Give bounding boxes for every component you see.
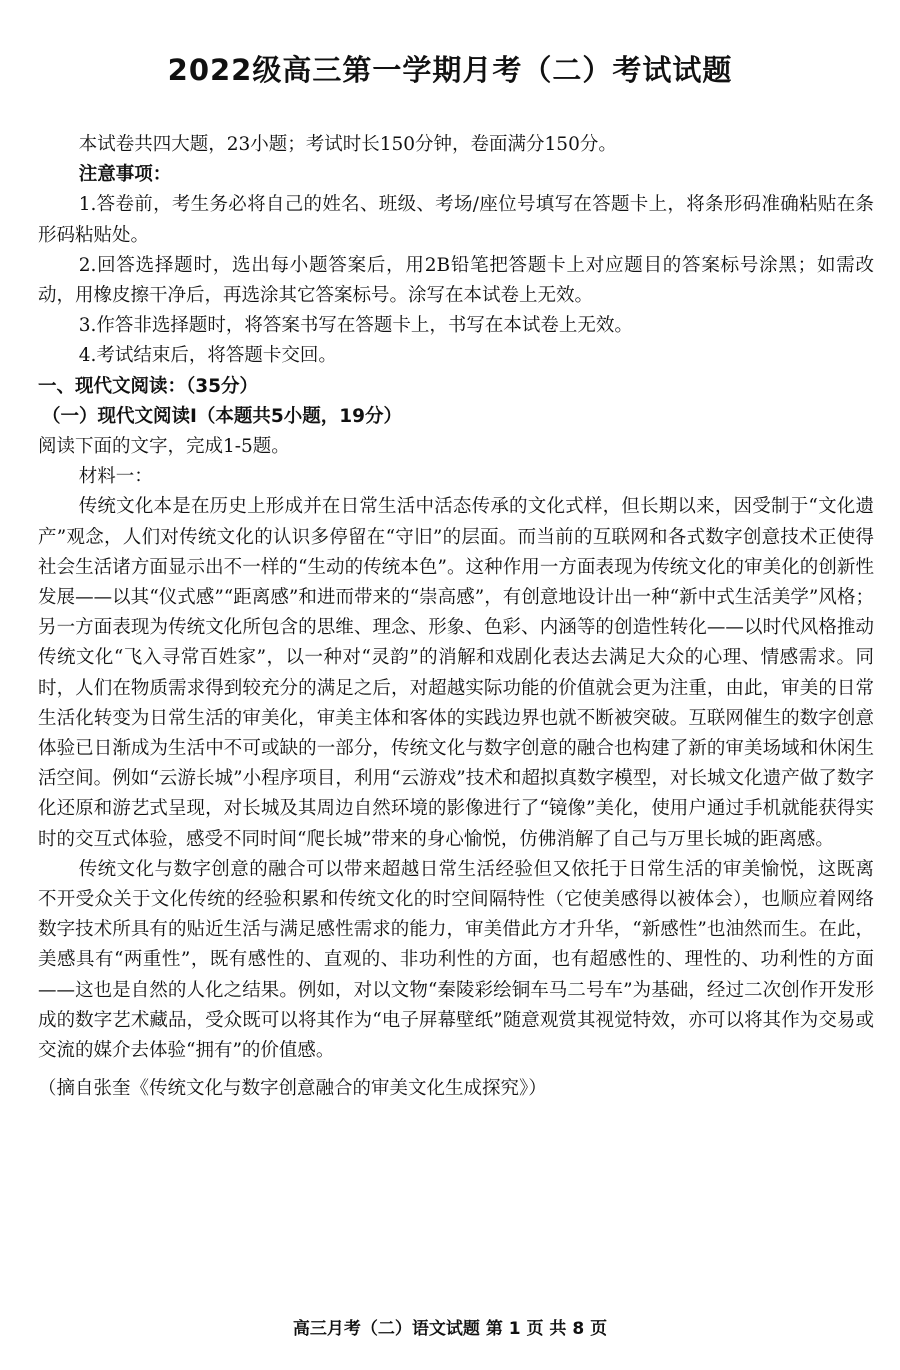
reading-instruction: 阅读下面的文字，完成1-5题。 xyxy=(38,436,290,458)
subsection-heading: （一）现代文阅读Ⅰ（本题共5小题，19分） xyxy=(42,405,403,427)
notice-item-1: 1.答卷前，考生务必将自己的姓名、班级、考场/座位号填写在答题卡上，将条形码准确粘贴在条形码粘贴处。 xyxy=(38,194,874,246)
exam-title: 2022级高三第一学期月考（二）考试试题 xyxy=(167,53,733,87)
notice-item-4: 4.考试结束后，将答题卡交回。 xyxy=(78,345,337,367)
material-paragraph-2: 传统文化与数字创意的融合可以带来超越日常生活经验但又依托于日常生活的审美愉悦，这既离不开受众关于文化传统的经验积累和传统文化的时空间隔特性（它使美感得以被体会），也顺应着网络数字技术所具有的贴近生活与满足感性需求的能力，审美借此方才升华，“新感性”也油然而生。在此，美感具有“两重性”，既有感性的、直观的、非功利性的方面，也有超感性的、理性的、功利性的方面——这也是自然的人化之结果。例如，对以文物“秦陵彩绘铜车马二号车”为基础，经过二次创作开发形成的数字艺术藏品，受众既可以将其作为“电子屏幕壁纸”随意观赏其视觉特效，亦可以将其作为交易或交流的媒介去体验“拥有”的价值感。 xyxy=(38,858,874,1062)
notice-item-2: 2.回答选择题时，选出每小题答案后，用2B铅笔把答题卡上对应题目的答案标号涂黑；如需改动，用橡皮擦干净后，再选涂其它答案标号。涂写在本试卷上无效。 xyxy=(38,254,874,307)
material-paragraph-1: 传统文化本是在历史上形成并在日常生活中活态传承的文化式样，但长期以来，因受制于“文化遗产”观念，人们对传统文化的认识多停留在“守旧”的层面。而当前的互联网和各式数字创意技术正使得社会生活诸方面显示出不一样的“生动的传统本色”。这种作用一方面表现为传统文化的审美化的创新性发展——以其“仪式感”“距离感”和进而带来的“崇高感”，有创意地设计出一种“新中式生活美学”风格；另一方面表现为传统文化所包含的思维、理念、形象、色彩、内涵等的创造性转化——以时代风格推动传统文化“飞入寻常百姓家”，以一种对“灵韵”的消解和戏剧化表达去满足大众的心理、情感需求。同时，人们在物质需求得到较充分的满足之后，对超越实际功能的价值就会更为注重，由此，审美的日常生活化转变为日常生活的审美化，审美主体和客体的实践边界也就不断被突破。互联网催生的数字创意体验已日渐成为生活中不可或缺的一部分，传统文化与数字创意的融合也构建了新的审美场域和休闲生活空间。例如“云游长城”小程序项目，利用“云游戏”技术和超拟真数字模型，对长城文化遗产做了数字化还原和游艺式呈现，对长城及其周边自然环境的影像进行了“镜像”美化，使用户通过手机就能获得实时的交互式体验，感受不同时间“爬长城”带来的身心愉悦，仿佛消解了自己与万里长城的距离感。 xyxy=(38,496,874,850)
exam-intro: 本试卷共四大题，23小题；考试时长150分钟，卷面满分150分。 xyxy=(78,134,617,155)
source-citation: （摘自张奎《传统文化与数字创意融合的审美文化生成探究》） xyxy=(38,1078,547,1100)
section-heading: 一、现代文阅读：（35分） xyxy=(38,375,258,397)
material-label: 材料一： xyxy=(78,466,153,488)
exam-body xyxy=(38,130,874,1105)
notice-item-3: 3.作答非选择题时，将答案书写在答题卡上，书写在本试卷上无效。 xyxy=(78,315,633,337)
page-footer: 高三月考（二）语文试题 第 1 页 共 8 页 xyxy=(292,1319,608,1339)
notice-heading: 注意事项： xyxy=(78,164,172,186)
